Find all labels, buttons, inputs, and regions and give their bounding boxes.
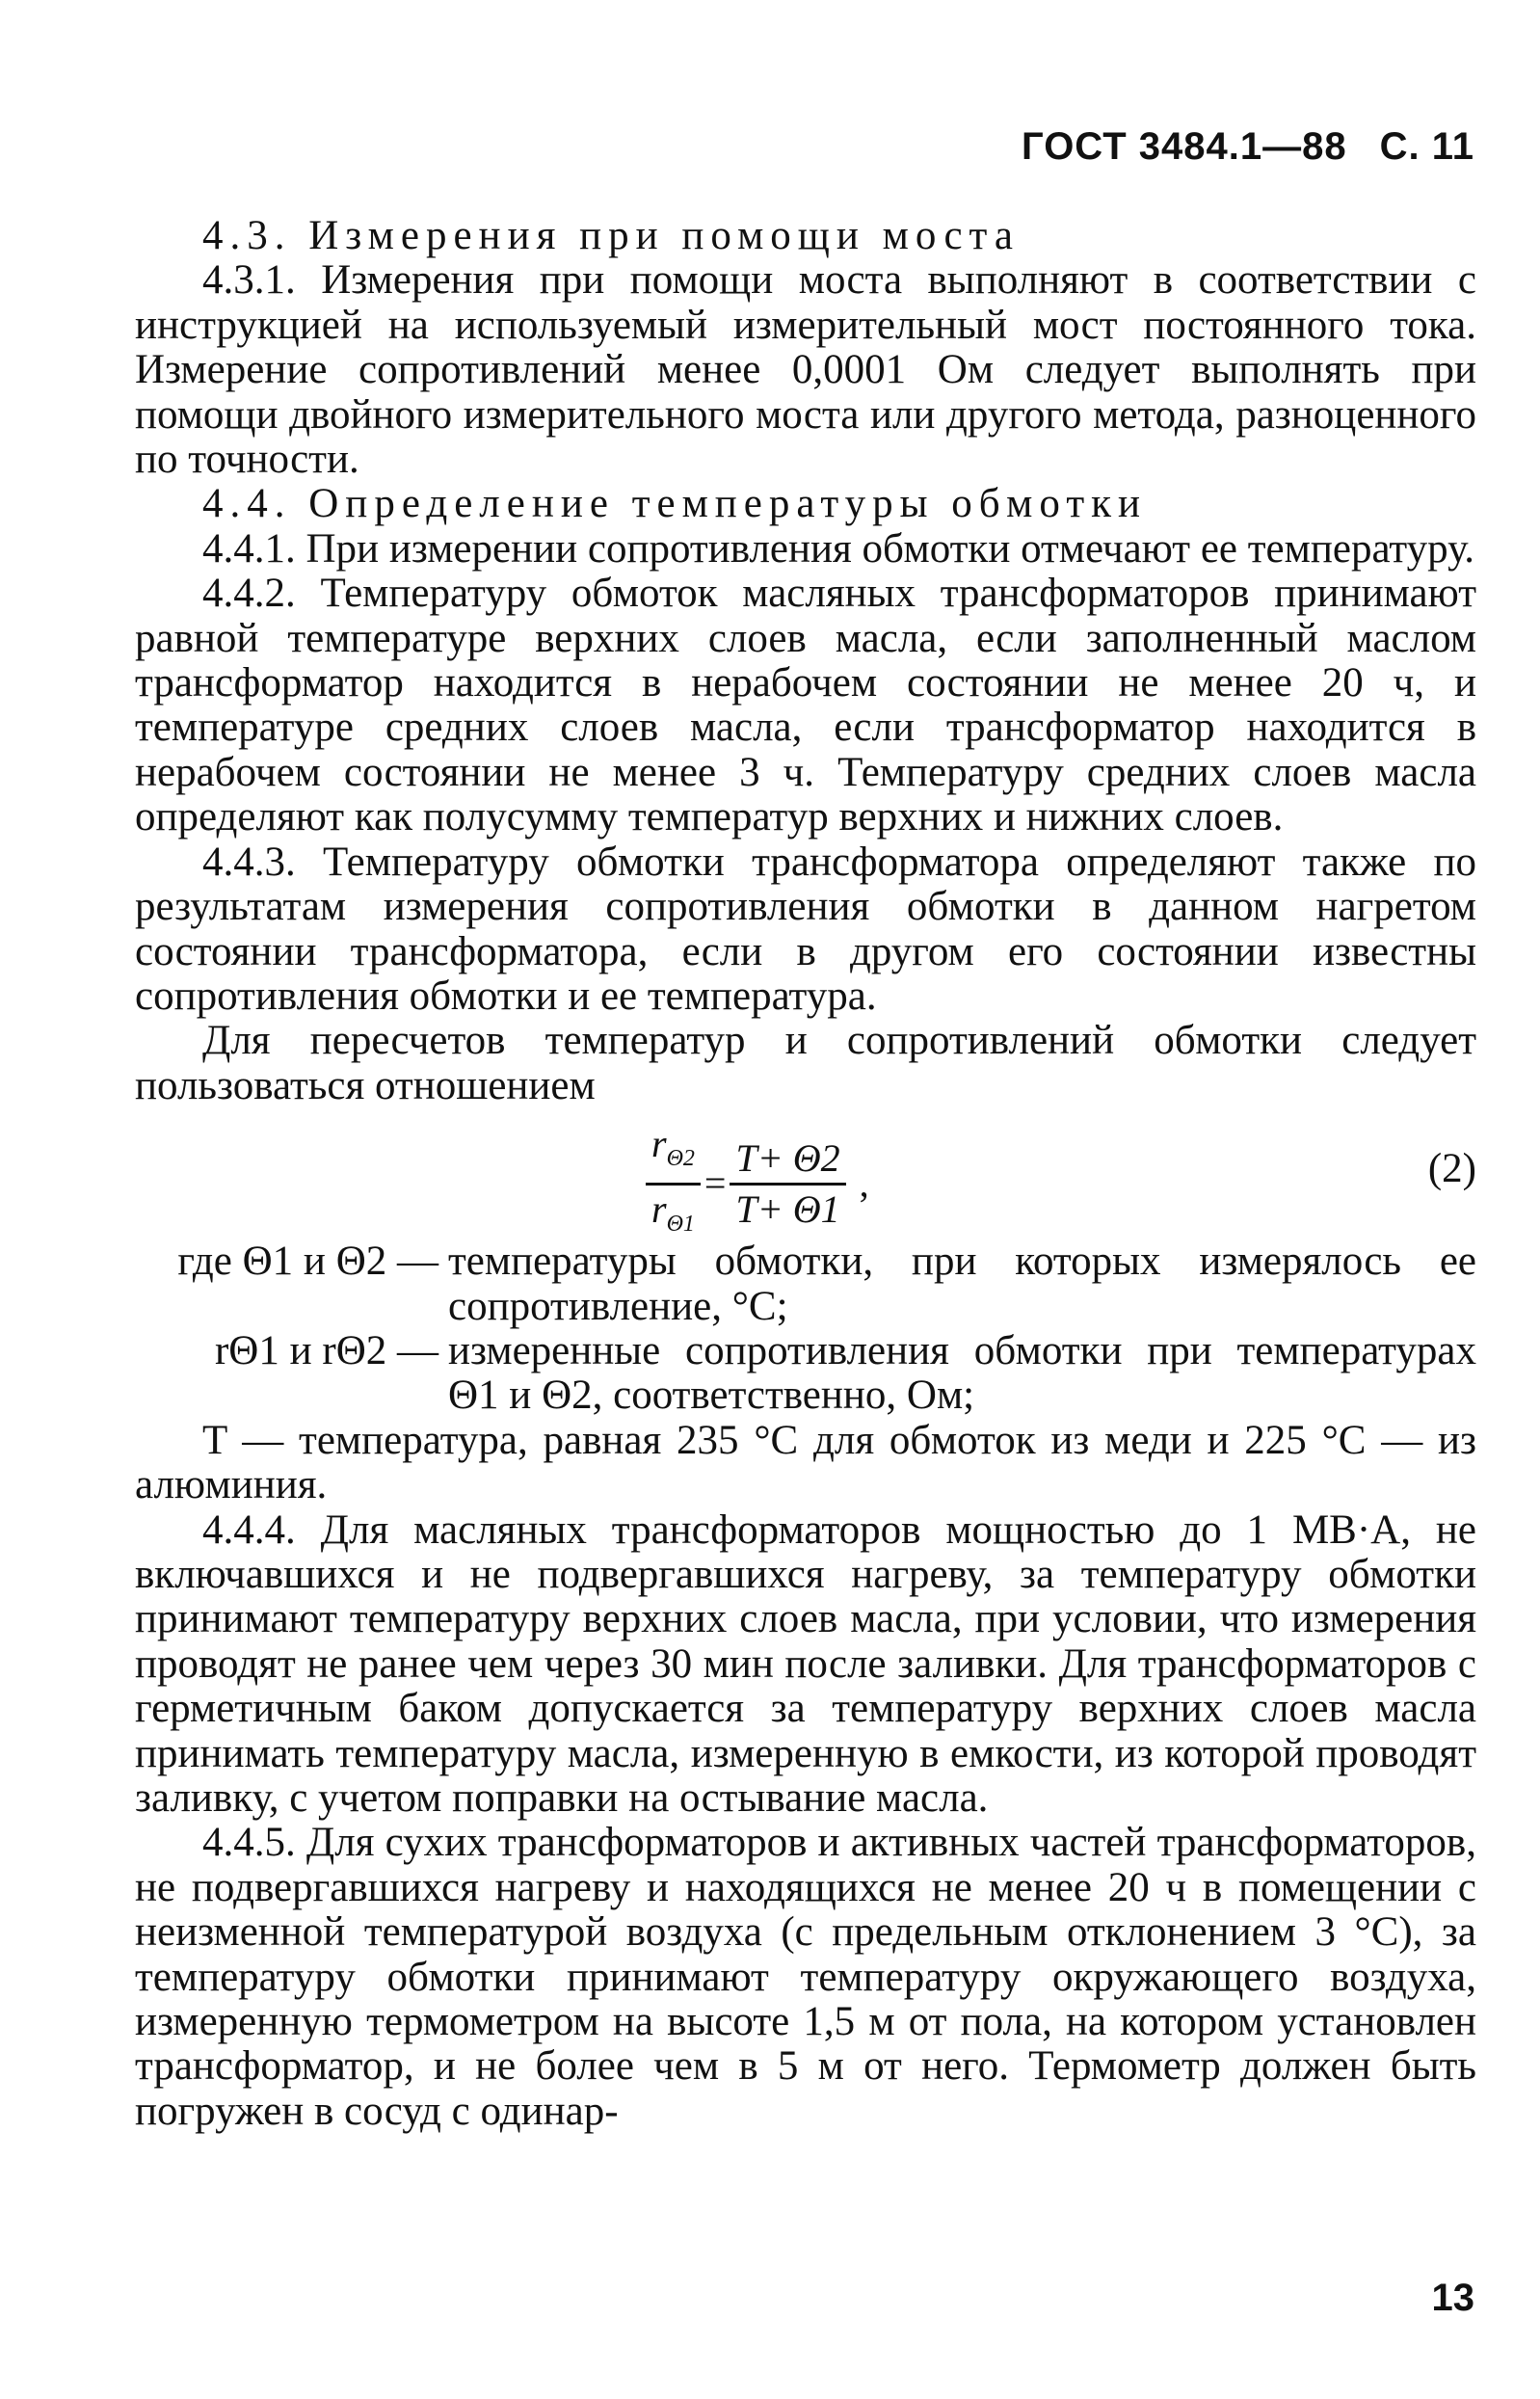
paragraph-4-4-2: 4.4.2. Температуру обмоток масляных трансформаторов принимают равной температуре верхних слоев масла, если заполненный маслом трансформатор находится в нерабочем состоянии не менее 20 ч, и температуре средних слоев масла, если трансформатор находится в нерабочем состоянии не менее 3 ч. Температуру средних слоев масла определяют как полусумму температур верхних и нижних слоев. xyxy=(135,571,1476,840)
where-item-theta xyxy=(135,1239,1476,1329)
body-text xyxy=(135,214,1476,2134)
paragraph-formula-intro: Для пересчетов температур и сопротивлений обмотки следует пользоваться отношением xyxy=(135,1018,1476,1108)
r-symbol: r xyxy=(651,1187,667,1232)
page-header xyxy=(1022,125,1474,169)
where-label-theta: где Θ1 и Θ2 — xyxy=(177,1239,438,1285)
where-label-r: rΘ1 и rΘ2 — xyxy=(214,1327,438,1373)
theta2-subscript: Θ2 xyxy=(666,1146,695,1172)
lhs-numerator xyxy=(646,1120,701,1186)
theta1-subscript: Θ1 xyxy=(666,1212,695,1238)
paragraph-4-4-4: 4.4.4. Для масляных трансформаторов мощностью до 1 МВ·А, не включавшихся и не подвергавшихся нагреву, за температуру обмотки принимают температуру верхних слоев масла, при условии, что измерения проводят не ранее чем через 30 мин после заливки. Для трансформаторов с герметичным баком допускается за температуру верхних слоев масла принимать температуру масла, измеренную в емкости, из которой проводят заливку, с учетом поправки на остывание масла. xyxy=(135,1506,1476,1821)
lhs-fraction xyxy=(646,1120,701,1248)
where-text-theta: температуры обмотки, при которых измерялось ее сопротивление, °С; xyxy=(448,1239,1476,1329)
paragraph-4-3-1: 4.3.1. Измерения при помощи моста выполняют в соответствии с инструкцией на используемый измерительный мост постоянного тока. Измерение сопротивлений менее 0,0001 Ом следует выполнять при помощи двойного измерительного моста или другого метода, разноценного по точности. xyxy=(135,257,1476,483)
equation-number: (2) xyxy=(1427,1146,1476,1192)
formula-2 xyxy=(646,1120,869,1248)
formula-comma: , xyxy=(859,1161,869,1206)
section-heading-4-3: 4.3. Измерения при помощи моста xyxy=(202,213,1020,258)
equals-sign: = xyxy=(704,1161,727,1206)
where-text-r: измеренные сопротивления обмотки при температурах Θ1 и Θ2, соответственно, Ом; xyxy=(448,1327,1476,1419)
where-item-r xyxy=(135,1329,1476,1419)
page-number: 13 xyxy=(1431,2277,1474,2319)
paragraph-4-4-1: 4.4.1. При измерении сопротивления обмотки отмечают ее температуру. xyxy=(202,525,1475,572)
formula-block xyxy=(135,1114,1476,1238)
paragraph-4-4-5: 4.4.5. Для сухих трансформаторов и активных частей трансформаторов, не подвергавшихся нагреву и находящихся не менее 20 ч в помещении с неизменной температурой воздуха (с предельным отклонением 3 °С), за температуру обмотки принимают температуру окружающего воздуха, измеренную термометром на высоте 1,5 м от пола, на котором установлен трансформатор, и не более чем в 5 м от него. Термометр должен быть погружен в сосуд с одинар- xyxy=(135,1820,1476,2134)
standard-designation: ГОСТ 3484.1—88 xyxy=(1022,125,1347,168)
paragraph-4-4-3: 4.4.3. Температуру обмотки трансформатора определяют также по результатам измерения сопротивления обмотки в данном нагретом состоянии трансформатора, если в другом его состоянии известны сопротивления обмотки и ее температура. xyxy=(135,839,1476,1019)
where-item-t: T — температура, равная 235 °С для обмоток из меди и 225 °С — из алюминия. xyxy=(135,1417,1476,1508)
section-heading-4-4: 4.4. Определение температуры обмотки xyxy=(202,481,1148,527)
rhs-numerator: T+ Θ2 xyxy=(730,1134,845,1186)
rhs-fraction xyxy=(730,1134,845,1234)
rhs-denominator: T+ Θ1 xyxy=(735,1187,840,1232)
header-page-label: С. 11 xyxy=(1379,125,1474,168)
r-symbol: r xyxy=(651,1122,667,1166)
